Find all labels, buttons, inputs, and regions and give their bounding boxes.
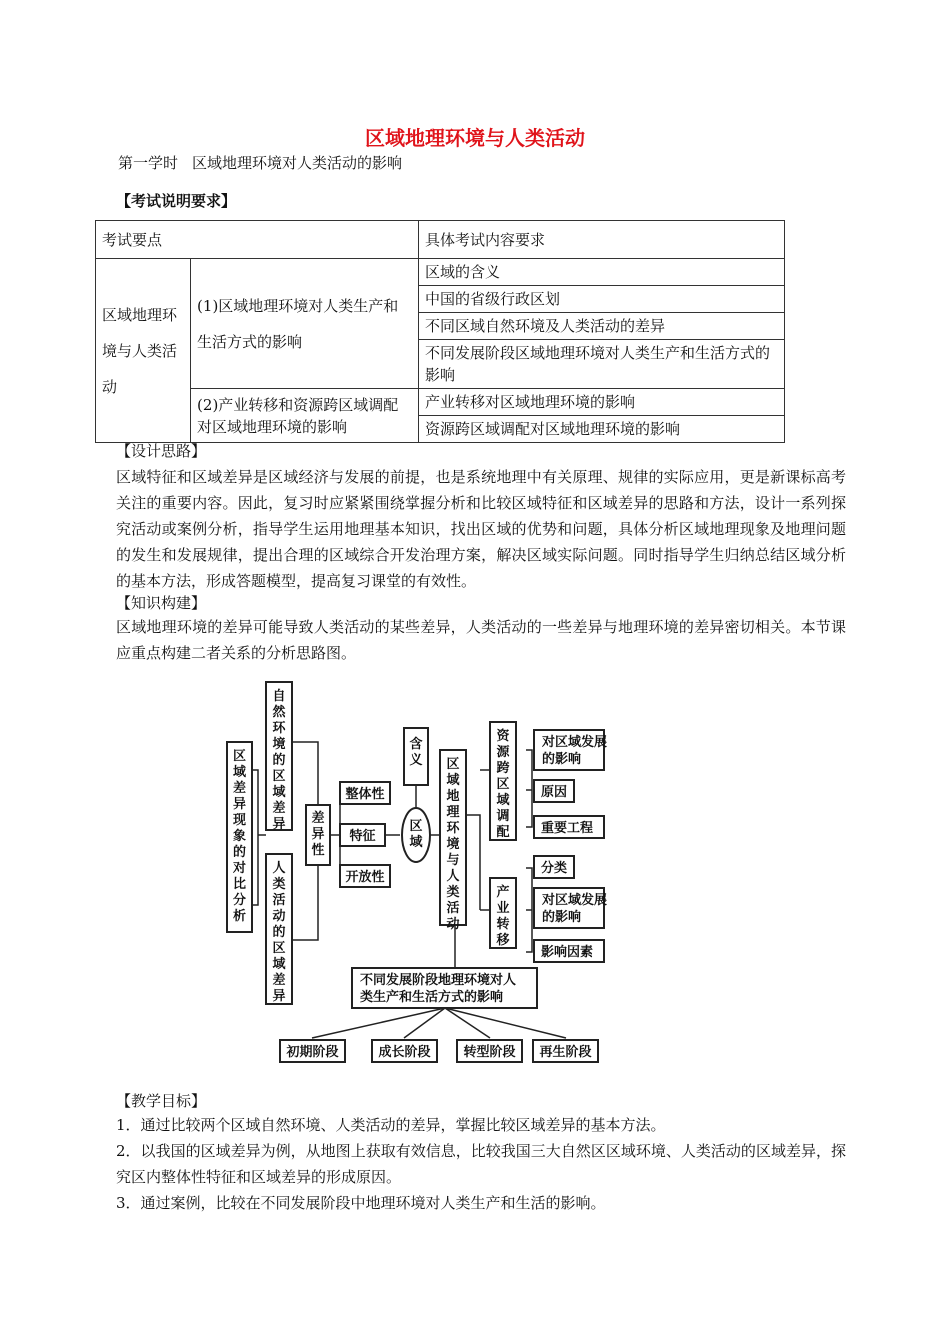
goal-item: 3．通过案例，比较在不同发展阶段中地理环境对人类生产和生活的影响。 bbox=[116, 1194, 606, 1212]
table-item: 资源跨区域调配对区域地理环境的影响 bbox=[419, 416, 785, 443]
resource-item-label: 对区域发展的影响 bbox=[542, 735, 608, 767]
goal-item: 1．通过比较两个区域自然环境、人类活动的差异，掌握比较区域差异的基本方法。 bbox=[116, 1116, 666, 1134]
subtitle bbox=[118, 152, 416, 173]
stage-item-label: 成长阶段 bbox=[378, 1045, 431, 1060]
connector bbox=[466, 815, 480, 910]
analysis-diagram bbox=[0, 670, 950, 1070]
natural-label: 自然环境的区域差异 bbox=[272, 689, 286, 832]
industry-item-label: 影响因素 bbox=[541, 945, 594, 960]
table-head-left: 考试要点 bbox=[96, 221, 419, 259]
industry-item-label: 分类 bbox=[541, 861, 568, 876]
table-point-1: (1)区域地理环境对人类生产和生活方式的影响 bbox=[191, 259, 419, 389]
table-item: 产业转移对区域地理环境的影响 bbox=[419, 389, 785, 416]
lesson-label: 第一学时 bbox=[118, 154, 179, 172]
goal-item: 2．以我国的区域差异为例，从地图上获取有效信息，比较我国三大自然区区域环境、人类活动的区域差异，探究区内整体性特征和区域差异的形成原因。 bbox=[116, 1142, 846, 1186]
connector bbox=[526, 750, 532, 827]
connector bbox=[445, 1008, 490, 1038]
resource-label: 资源跨区域调配 bbox=[496, 729, 510, 840]
open-label: 开放性 bbox=[345, 870, 385, 885]
stage-item-label: 转型阶段 bbox=[463, 1045, 516, 1060]
stage-item-label: 再生阶段 bbox=[539, 1045, 592, 1060]
knowledge-paragraph: 区域地理环境的差异可能导致人类活动的某些差异，人类活动的一些差异与地理环境的差异密切相关。本节课应重点构建二者关系的分析思路图。 bbox=[116, 618, 846, 662]
section-exam: 【考试说明要求】 bbox=[116, 192, 237, 210]
industry-label: 产业转移 bbox=[496, 885, 510, 948]
meaning-label: 含义 bbox=[409, 737, 423, 768]
table-item: 中国的省级行政区划 bbox=[419, 286, 785, 313]
table-point-2: (2)产业转移和资源跨区域调配对区域地理环境的影响 bbox=[191, 389, 419, 443]
compare-label: 区域差异现象的对比分析 bbox=[232, 749, 247, 924]
resource-item-label: 原因 bbox=[541, 785, 568, 800]
center-label: 区域地理环境与人类活动 bbox=[446, 757, 460, 932]
section-goals: 【教学目标】 bbox=[116, 1092, 207, 1110]
requirements-table bbox=[95, 220, 785, 443]
stage-item-label: 初期阶段 bbox=[286, 1045, 339, 1060]
whole-label: 整体性 bbox=[345, 787, 385, 802]
table-head-right: 具体考试内容要求 bbox=[419, 221, 785, 259]
resource-item-label: 重要工程 bbox=[541, 821, 594, 836]
page-title: 区域地理环境与人类活动 bbox=[365, 126, 585, 150]
table-item: 不同区域自然环境及人类活动的差异 bbox=[419, 313, 785, 340]
table-category: 区域地理环境与人类活动 bbox=[96, 259, 191, 443]
lesson-topic: 区域地理环境对人类活动的影响 bbox=[192, 154, 403, 172]
section-knowledge: 【知识构建】 bbox=[116, 594, 207, 612]
industry-item-label: 对区域发展的影响 bbox=[542, 893, 608, 925]
section-design: 【设计思路】 bbox=[116, 442, 207, 460]
connector bbox=[445, 1008, 566, 1038]
stage-box-label: 不同发展阶段地理环境对人类生产和生活方式的影响 bbox=[360, 973, 517, 1005]
region-label: 区域 bbox=[409, 819, 423, 850]
design-paragraph: 区域特征和区域差异是区域经济与发展的前提，也是系统地理中有关原理、规律的实际应用，更是新课标高考关注的重要内容。因此，复习时应紧紧围绕掌握分析和比较区域特征和区域差异的思路和方法，设计一系列探究活动或案例分析，指导学生运用地理基本知识，找出区域的优势和问题，具体分析区域地理现象及地理问题的发生和发展规律，提出合理的区域综合开发治理方案，解决区域实际问题。同时指导学生归纳总结区域分析的基本方法，形成答题模型，提高复习课堂的有效性。 bbox=[116, 468, 846, 590]
human-label: 人类活动的区域差异 bbox=[272, 861, 286, 1004]
table-item: 不同发展阶段区域地理环境对人类生产和生活方式的影响 bbox=[419, 340, 785, 389]
table-item: 区域的含义 bbox=[419, 259, 785, 286]
feature-label: 特征 bbox=[349, 829, 376, 844]
diff-label: 差异性 bbox=[311, 811, 325, 858]
